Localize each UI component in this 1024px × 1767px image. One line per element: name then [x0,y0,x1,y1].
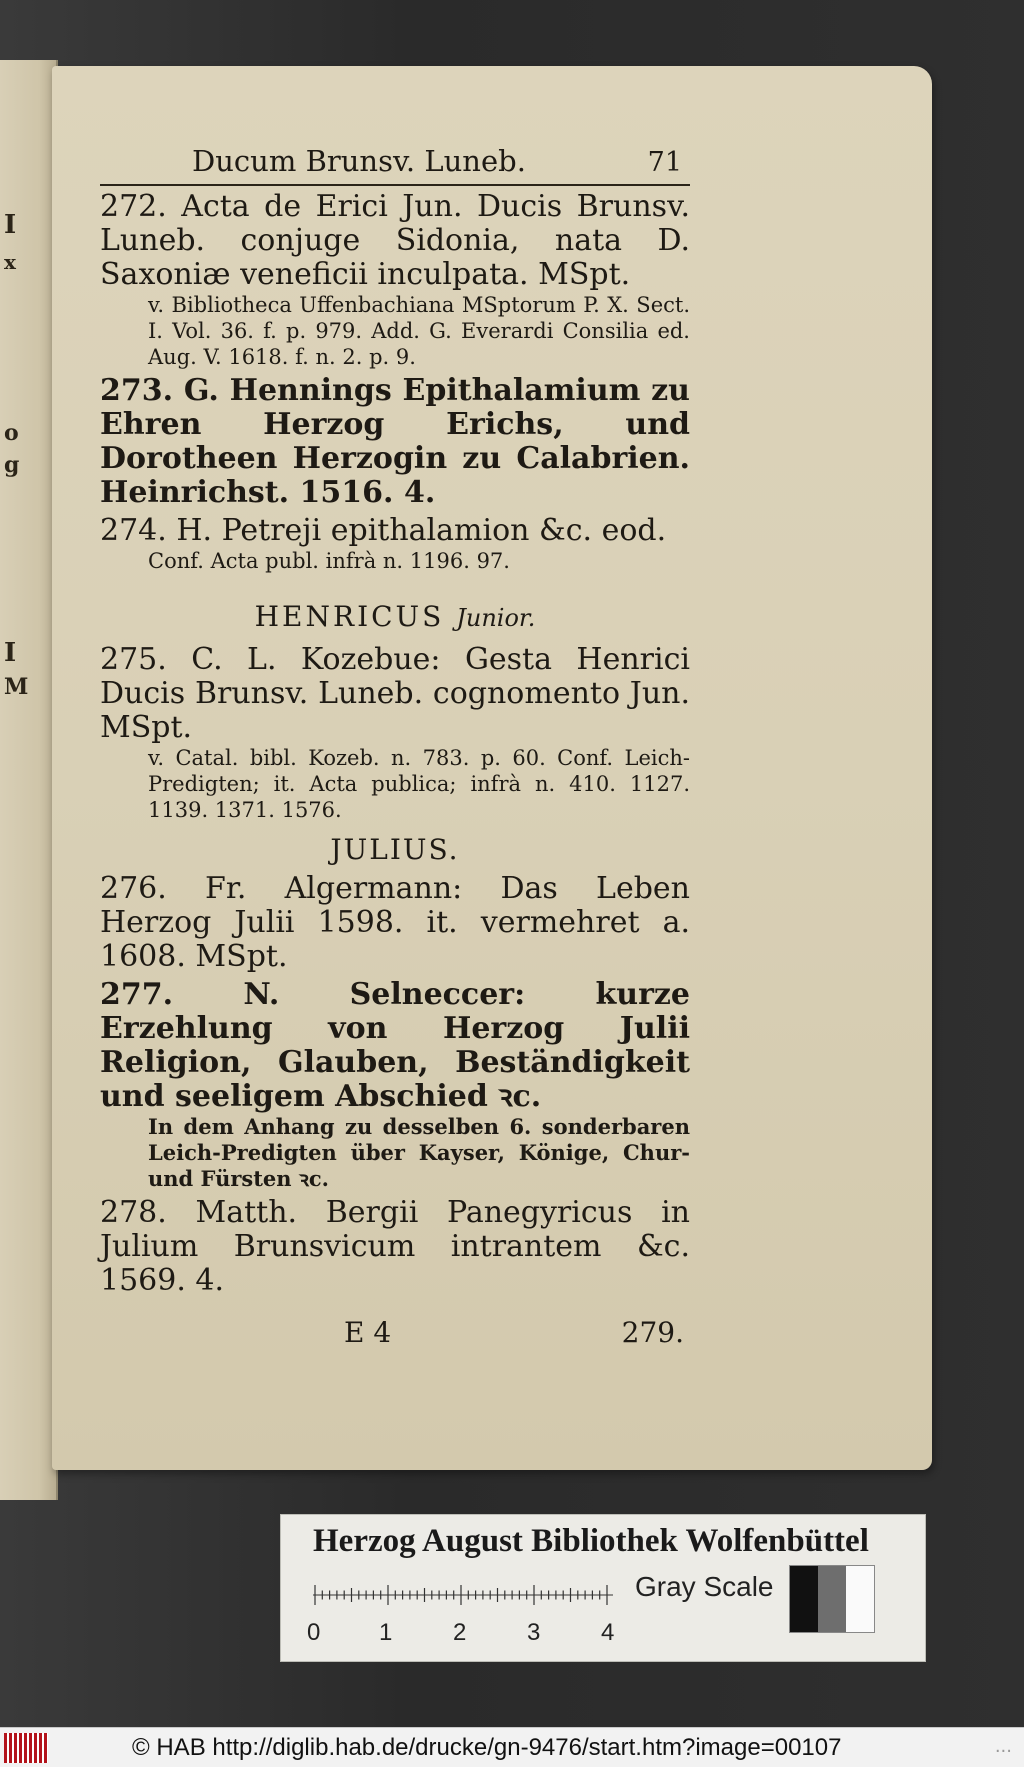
facing-page-fragment: I [4,638,17,668]
facing-page-fragment: I [4,210,17,240]
entry-note: Conf. Acta publ. infrà n. 1196. 97. [148,549,510,573]
running-header [100,144,690,186]
section-heading-henricus [100,600,690,633]
entry-note: v. Catal. bibl. Kozeb. n. 783. p. 60. Conf. Leich-Predigten; it. Acta publica; infrà n. 410. 1127. 1139. 1371. 1576. [148,746,690,822]
entry-276 [100,872,690,974]
entry-278 [100,1196,690,1298]
ruler-number: 4 [601,1619,615,1646]
facing-page-edge [0,60,58,1500]
hab-logo-icon [4,1733,48,1763]
more-icon[interactable]: ... [994,1736,1012,1757]
section-heading-julius: JULIUS. [330,833,460,866]
source-url[interactable]: © HAB http://diglib.hab.de/drucke/gn-9476/start.htm?image=00107 [132,1733,842,1761]
swatch-gray [818,1566,846,1632]
ruler-number: 1 [379,1619,393,1646]
page-text-block [100,144,690,1349]
scale-ruler [313,1573,613,1617]
ruler-number: 2 [453,1619,467,1646]
page-number: 71 [647,147,682,178]
library-name: Herzog August Bibliothek Wolfenbüttel [313,1523,869,1559]
entry-note: v. Bibliotheca Uffenbachiana MSptorum P. X. Sect. I. Vol. 36. f. p. 979. Add. G. Everardi Consilia ed. Aug. V. 1618. f. n. 2. p. 9. [148,293,690,369]
entry-277 [100,978,690,1192]
page-footer [100,1316,690,1349]
facing-page-fragment: o [4,420,19,446]
signature-mark: E 4 [344,1316,392,1349]
entry-text: 274. H. Petreji epithalamion &c. eod. [100,513,667,548]
entry-text: 272. Acta de Erici Jun. Ducis Brunsv. Luneb. conjuge Sidonia, nata D. Saxoniæ veneficii inculpata. MSpt. [100,189,690,292]
book-page [52,66,932,1470]
entry-note: In dem Anhang zu desselben 6. sonderbaren Leich-Predigten über Kayser, Könige, Chur- und Fürsten ꝛc. [148,1114,690,1191]
gray-scale-label: Gray Scale [635,1571,774,1602]
facing-page-fragment: M [4,674,29,700]
entry-272 [100,190,690,370]
section-name: HENRICUS [254,600,445,633]
status-bar [0,1727,1024,1767]
entry-275 [100,643,690,823]
entry-273 [100,374,690,510]
facing-page-fragment: g [4,452,20,478]
library-color-card [280,1514,926,1662]
entry-text: 278. Matth. Bergii Panegyricus in Julium Brunsvicum intrantem &c. 1569. 4. [100,1195,690,1298]
gray-scale-swatches [789,1565,875,1633]
section-qualifier: Junior. [456,604,536,632]
entry-text: 275. C. L. Kozebue: Gesta Henrici Ducis Brunsv. Luneb. cognomento Jun. MSpt. [100,642,690,745]
entry-text: 277. N. Selneccer: kurze Erzehlung von Herzog Julii Religion, Glauben, Beständigkeit und seeligem Abschied ꝛc. [100,977,690,1114]
ruler-number: 0 [307,1619,321,1646]
entry-text: 273. G. Hennings Epithalamium zu Ehren Herzog Erichs, und Dorotheen Herzogin zu Calabrien. Heinrichst. 1516. 4. [100,373,690,510]
swatch-white [846,1566,874,1632]
entry-text: 276. Fr. Algermann: Das Leben Herzog Julii 1598. it. vermehret a. 1608. MSpt. [100,871,690,974]
catchword: 279. [621,1316,684,1349]
swatch-black [790,1566,818,1632]
facing-page-fragment: x [4,250,16,274]
entry-274 [100,514,690,574]
running-header-title: Ducum Brunsv. Luneb. [192,144,526,178]
ruler-number: 3 [527,1619,541,1646]
